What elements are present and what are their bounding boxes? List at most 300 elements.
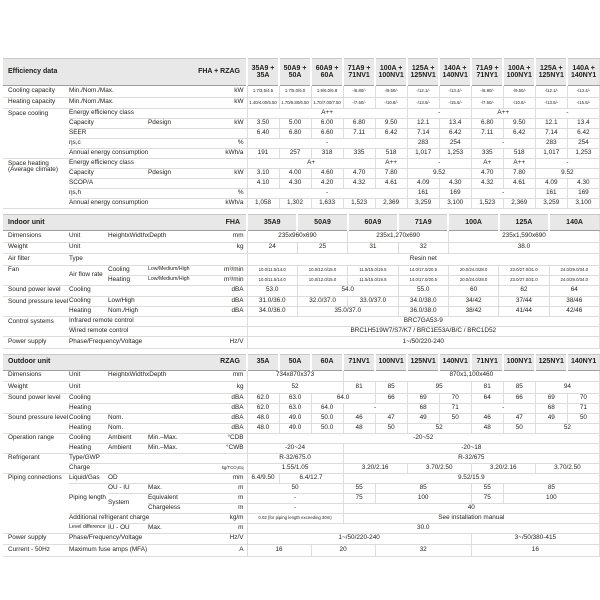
data-cell: 1~/50/220-240 <box>247 337 599 349</box>
row-label: System <box>108 493 148 513</box>
column-header <box>499 215 549 231</box>
row-label: Cooling <box>69 285 196 297</box>
data-cell: 69 <box>407 393 439 403</box>
table-row <box>3 169 600 179</box>
table-row <box>3 453 600 463</box>
data-cell: 94 <box>535 382 599 394</box>
row-category: Space heating (Average climate) <box>3 159 69 209</box>
data-cell: 62.0 <box>247 403 279 413</box>
data-cell: 10.0/11.5/14.0 <box>247 265 297 275</box>
table-row <box>3 317 600 327</box>
data-cell: 1.70/7.00/7.50 <box>311 97 343 109</box>
data-cell: 16 <box>471 545 599 557</box>
data-cell: 85 <box>375 382 407 394</box>
data-cell: 50 <box>375 423 407 433</box>
column-header <box>343 354 375 370</box>
data-cell: -20~24 <box>247 443 343 453</box>
unit-label <box>196 179 247 189</box>
table-row <box>3 483 600 493</box>
data-cell: 235x960x690 <box>247 231 348 243</box>
unit-label: m <box>196 493 247 503</box>
data-cell: 1.40/4.00/5.50 <box>247 97 279 109</box>
row-label: Unit <box>69 370 108 382</box>
column-header-line: 50A9 <box>314 218 331 226</box>
data-cell: 9.50 <box>503 119 535 129</box>
row-label: Annual energy consumption <box>69 149 196 159</box>
row-label: Low/Medium/High <box>148 275 196 285</box>
column-header <box>247 59 279 86</box>
table-row <box>3 297 600 307</box>
data-cell: 48 <box>471 423 503 433</box>
data-cell: - <box>247 493 343 503</box>
model-series-label: FHA + RZAG <box>148 59 247 86</box>
column-header-line: 125A + <box>411 64 435 72</box>
data-cell: A+ <box>471 159 503 169</box>
data-cell: 1,302 <box>279 199 311 209</box>
data-cell: 12.1 <box>407 119 439 129</box>
column-header-line: 125NV1 <box>410 72 436 79</box>
data-cell: 46 <box>471 413 503 423</box>
table-row <box>3 149 600 159</box>
row-category: Refrigerant <box>3 453 69 473</box>
table-row <box>3 242 600 254</box>
column-header <box>279 59 311 86</box>
row-label: Cooling <box>108 265 148 275</box>
data-cell: 4.09 <box>535 179 567 189</box>
data-cell: 63.0 <box>279 393 311 403</box>
unit-label <box>196 109 247 119</box>
data-cell: 12.1 <box>535 119 567 129</box>
unit-label: % <box>196 139 247 149</box>
unit-label: kg <box>196 382 247 394</box>
unit-label: dBA <box>196 393 247 403</box>
row-category: Power supply <box>3 337 69 349</box>
data-cell: 4.20 <box>311 179 343 189</box>
data-cell: 13.4 <box>567 119 599 129</box>
row-label: Nom. <box>108 413 196 423</box>
row-label: Low/Medium/High <box>148 265 196 275</box>
data-cell: 100 <box>503 493 599 503</box>
row-label: Annual energy consumption <box>69 199 196 209</box>
column-header-line: 140A + <box>443 64 467 72</box>
unit-label <box>196 159 247 169</box>
model-series-label: RZAG <box>148 354 247 370</box>
data-cell: 68 <box>535 403 567 413</box>
row-category: Power supply <box>3 533 69 545</box>
data-cell: 10.0/12.0/15.0 <box>297 265 347 275</box>
data-cell: 4.10 <box>247 179 279 189</box>
row-label: HeightxWidthxDepth <box>108 370 196 382</box>
unit-label: kg <box>196 242 247 254</box>
row-label: Ambient <box>108 433 148 443</box>
unit-label: % <box>196 189 247 199</box>
table-row <box>3 413 600 423</box>
column-header <box>567 354 599 370</box>
data-cell: 335 <box>471 149 503 159</box>
unit-label: mm <box>196 370 247 382</box>
data-cell: 283 <box>407 139 439 149</box>
row-label: Type/GWP <box>69 453 196 463</box>
data-cell: 1,253 <box>439 149 471 159</box>
data-cell: 54.0 <box>297 285 398 297</box>
data-cell: 48 <box>343 423 375 433</box>
efficiency-table <box>3 58 600 209</box>
data-cell: 20 <box>311 545 375 557</box>
row-category: Piping connections <box>3 473 69 533</box>
table-row <box>3 463 600 473</box>
data-cell: 34.0/38.0 <box>398 297 448 307</box>
data-cell: 41/44 <box>499 307 549 317</box>
column-header-line: 140A <box>566 218 583 226</box>
data-cell: 32 <box>398 242 448 254</box>
data-cell: A++ <box>471 109 535 119</box>
table-row <box>3 433 600 443</box>
data-cell: -/12.1/- <box>407 86 439 98</box>
unit-label: dBA <box>196 307 247 317</box>
model-series-label: FHA <box>148 215 247 231</box>
unit-label: kg/TCO₂Eq <box>196 463 247 473</box>
unit-label <box>196 129 247 139</box>
data-cell: 64 <box>549 285 599 297</box>
column-header <box>297 215 347 231</box>
data-cell: 52 <box>407 423 471 433</box>
data-cell: 23.0/27.0/31.0 <box>499 275 549 285</box>
data-cell: 4.61 <box>503 179 535 189</box>
data-cell: 50 <box>567 413 599 423</box>
column-header <box>549 215 599 231</box>
row-label: Cooling <box>69 297 108 307</box>
row-label: Heating <box>69 403 196 413</box>
row-label: Low/High <box>108 297 196 307</box>
data-cell: 47 <box>375 413 407 423</box>
column-header <box>503 59 535 86</box>
spec-sheet <box>3 58 600 562</box>
unit-label: Hz/V <box>196 337 247 349</box>
data-cell: 1.55/1.05 <box>247 463 343 473</box>
data-cell: 1,633 <box>311 199 343 209</box>
column-header <box>503 354 535 370</box>
data-cell: 38/42 <box>448 307 498 317</box>
data-cell: 55.0 <box>398 285 448 297</box>
data-cell: 70 <box>567 393 599 403</box>
column-header-line: 125NY1 <box>538 72 564 79</box>
column-header <box>247 215 297 231</box>
data-cell: 1.7/5.0/6.0 <box>279 86 311 98</box>
column-header-line: 140NY1 <box>571 72 597 79</box>
row-category: Sound pressure level <box>3 297 69 317</box>
data-cell: 47 <box>503 413 535 423</box>
row-label: SCOP/A <box>69 179 196 189</box>
data-cell: 3,100 <box>567 199 599 209</box>
row-label: Piping length <box>69 483 108 513</box>
data-cell: 3.70/2.50 <box>407 463 471 473</box>
row-label: Level difference <box>69 523 108 533</box>
unit-label <box>196 254 247 266</box>
data-cell: 1,017 <box>407 149 439 159</box>
data-cell: 32.0/37.0 <box>297 297 347 307</box>
data-cell: - <box>407 109 471 119</box>
data-cell: 1.9/6.0/6.8 <box>311 86 343 98</box>
data-cell: 24 <box>247 242 297 254</box>
table-row <box>3 403 600 413</box>
data-cell: 48.0 <box>247 413 279 423</box>
data-cell: 6.42 <box>503 129 535 139</box>
data-cell: 11.5/15.0/19.5 <box>348 265 398 275</box>
data-cell: -/7.50/- <box>343 97 375 109</box>
data-cell: 35.0/37.0 <box>297 307 398 317</box>
table-row <box>3 443 600 453</box>
data-cell: 37/44 <box>499 297 549 307</box>
row-label: Cooling <box>69 413 108 423</box>
column-header-line: 140NV1 <box>442 72 468 79</box>
column-header <box>471 354 503 370</box>
table-row <box>3 119 600 129</box>
data-cell: - <box>407 159 471 169</box>
column-header-line: 50A9 + <box>283 64 307 72</box>
column-header-line: 35A <box>256 358 270 366</box>
unit-label: m³/min <box>196 275 247 285</box>
data-cell: 46 <box>343 413 375 423</box>
data-cell: 4.70 <box>343 169 375 179</box>
data-cell: 30.0 <box>247 523 600 533</box>
data-cell: 1.70/5.80/6.50 <box>279 97 311 109</box>
row-label: Unit <box>69 231 108 243</box>
row-label: Air flow rate <box>69 265 108 285</box>
data-cell: 55 <box>343 483 375 493</box>
data-cell: 9.50 <box>375 119 407 129</box>
data-cell: 60 <box>448 285 498 297</box>
data-cell: 49 <box>535 413 567 423</box>
row-label: Equivalent <box>148 493 196 503</box>
table-row <box>3 423 600 433</box>
unit-label: mm <box>196 231 247 243</box>
row-category: Sound power level <box>3 393 69 413</box>
data-cell: 3~/50/380-415 <box>471 533 599 545</box>
table-row <box>3 265 600 275</box>
data-cell: 85 <box>375 483 471 493</box>
data-cell: - <box>247 139 407 149</box>
data-cell: 318 <box>311 149 343 159</box>
table-row <box>3 179 600 189</box>
unit-label: kWh/a <box>196 199 247 209</box>
data-cell: -/9.50/- <box>375 86 407 98</box>
unit-label: m <box>196 523 247 533</box>
data-cell: 1~/50/220-240 <box>247 533 471 545</box>
column-header-line: 71NV1 <box>348 358 370 366</box>
data-cell: 40 <box>343 503 599 513</box>
row-label: Heating <box>69 307 108 317</box>
row-category: Air filter <box>3 254 69 266</box>
unit-label: °CDB <box>196 433 247 443</box>
data-cell: 161 <box>535 189 567 199</box>
data-cell: 7.11 <box>471 129 503 139</box>
data-cell: - <box>343 403 407 413</box>
table-row <box>3 370 600 382</box>
row-category: Sound pressure level <box>3 413 69 433</box>
data-cell: 254 <box>439 139 471 149</box>
data-cell: 191 <box>247 149 279 159</box>
data-cell: A++ <box>375 159 407 169</box>
unit-label: kWh/a <box>196 149 247 159</box>
data-cell: 49.0 <box>279 413 311 423</box>
data-cell: 62 <box>499 285 549 297</box>
table-row <box>3 337 600 349</box>
row-label: Max. <box>148 483 196 493</box>
data-cell: - <box>535 109 599 119</box>
column-header <box>535 59 567 86</box>
data-cell: 13.4 <box>439 119 471 129</box>
table-row <box>3 189 600 199</box>
data-cell: 49 <box>407 413 439 423</box>
row-label: Cooling <box>69 393 196 403</box>
data-cell: 169 <box>567 189 599 199</box>
row-category: Space cooling <box>3 109 69 159</box>
column-header-line: 100NY1 <box>506 72 532 79</box>
data-cell: -/12.1/- <box>535 86 567 98</box>
column-header-line: 71A9 <box>414 218 432 226</box>
row-label: Unit <box>69 242 196 254</box>
data-cell: 95 <box>407 382 471 394</box>
column-header-line: 50A <box>288 72 302 79</box>
data-cell: R-32/675 <box>343 453 599 463</box>
row-label: Min./Nom./Max. <box>69 97 196 109</box>
table-row <box>3 393 600 403</box>
data-cell: 7.14 <box>535 129 567 139</box>
data-cell: 7.80 <box>503 169 535 179</box>
data-cell: 6.40 <box>247 129 279 139</box>
data-cell: 6.4/12.7 <box>279 473 343 483</box>
row-label: Ambient <box>108 443 148 453</box>
table-row <box>3 159 600 169</box>
data-cell: 4.00 <box>279 169 311 179</box>
data-cell: 161 <box>407 189 439 199</box>
column-header <box>407 59 439 86</box>
table-row <box>3 307 600 317</box>
data-cell: 16 <box>247 545 311 557</box>
unit-label: kg/m <box>196 513 247 523</box>
column-header-line: 140NY1 <box>571 358 597 366</box>
column-header <box>567 59 599 86</box>
data-cell: 50.0 <box>311 413 343 423</box>
unit-label: Hz/V <box>196 533 247 545</box>
data-cell: 4.61 <box>375 179 407 189</box>
row-category: Operation range <box>3 433 69 453</box>
data-cell: 100 <box>375 493 471 503</box>
data-cell: 20.0/24.0/28.0 <box>448 265 498 275</box>
data-cell: 6.42 <box>375 129 407 139</box>
data-cell: 50.0 <box>311 423 343 433</box>
data-cell: -/13.5/- <box>535 97 567 109</box>
row-label: Pdesign <box>148 119 196 129</box>
data-cell: 235x1,590x690 <box>448 231 599 243</box>
row-label: Max. <box>148 523 196 533</box>
column-header-line: 35A9 <box>263 218 281 226</box>
data-cell: A++ <box>247 109 407 119</box>
data-cell: - <box>247 189 407 199</box>
table-row <box>3 109 600 119</box>
column-header <box>348 215 398 231</box>
unit-label: kW <box>196 119 247 129</box>
unit-label: m³/min <box>196 265 247 275</box>
data-cell: 33.0/37.0 <box>348 297 398 307</box>
data-cell: 7.80 <box>375 169 407 179</box>
data-cell: -/13.4/- <box>439 86 471 98</box>
row-label: Maximum fuse amps (MFA) <box>69 545 196 557</box>
data-cell: 14.0/17.0/20.5 <box>398 275 448 285</box>
row-label: Energy efficiency class <box>69 159 196 169</box>
data-cell: 81 <box>343 382 375 394</box>
data-cell: 3,259 <box>407 199 439 209</box>
table-row <box>3 473 600 483</box>
section-title: Outdoor unit <box>3 354 148 370</box>
section-header-row <box>3 215 600 231</box>
data-cell: 64.0 <box>311 403 343 413</box>
data-cell: - <box>471 189 535 199</box>
data-cell: 75 <box>343 493 375 503</box>
data-cell: 235x1,270x690 <box>348 231 449 243</box>
data-cell: 6.80 <box>471 119 503 129</box>
column-header-line: 125NV1 <box>410 358 436 366</box>
data-cell: 50 <box>247 483 343 493</box>
data-cell: -/10.8/- <box>503 97 535 109</box>
column-header-line: 71A9 + <box>347 64 371 72</box>
data-cell: 75 <box>471 493 503 503</box>
column-header <box>311 354 343 370</box>
unit-label: mm <box>196 473 247 483</box>
data-cell: 36.0/38.0 <box>398 307 448 317</box>
column-header-line: 35A <box>256 72 270 79</box>
data-cell: - <box>471 139 535 149</box>
row-label: ηs,c <box>69 139 196 149</box>
row-label: Additional refrigerant charge <box>69 513 196 523</box>
data-cell: 71 <box>567 403 599 413</box>
data-cell: 3.20/2.16 <box>471 463 535 473</box>
data-cell: -/6.80/- <box>343 86 375 98</box>
data-cell: 31.0/36.0 <box>247 297 297 307</box>
row-label: Chargeless <box>148 503 196 513</box>
unit-label <box>196 327 247 337</box>
data-cell: 71 <box>439 403 471 413</box>
data-cell: 6.60 <box>311 129 343 139</box>
data-cell: 66 <box>503 393 535 403</box>
data-cell: 9.52 <box>407 169 471 179</box>
data-cell: 4.30 <box>567 179 599 189</box>
row-label: IU - OU <box>108 523 148 533</box>
data-cell: 10.0/11.5/14.0 <box>247 275 297 285</box>
row-label: Capacity <box>69 169 148 179</box>
row-label: OU - IU <box>108 483 148 493</box>
data-cell: - <box>247 503 343 513</box>
column-header <box>343 59 375 86</box>
data-cell: -/6.80/- <box>471 86 503 98</box>
data-cell: 257 <box>279 149 311 159</box>
row-category: Sound power level <box>3 285 69 297</box>
row-category: Dimensions <box>3 231 69 243</box>
data-cell: 1.7/3.5/4.5 <box>247 86 279 98</box>
column-header-line: 71NY1 <box>476 358 498 366</box>
data-cell: 4.30 <box>439 179 471 189</box>
data-cell: - <box>471 403 535 413</box>
data-cell: 53.0 <box>247 285 297 297</box>
table-row <box>3 327 600 337</box>
row-label: Nom./High <box>108 307 196 317</box>
row-label: ηs,h <box>69 189 196 199</box>
column-header <box>398 215 448 231</box>
row-label: Unit <box>69 382 196 394</box>
data-cell: 48.0 <box>247 423 279 433</box>
unit-label: dBA <box>196 285 247 297</box>
table-row <box>3 97 600 109</box>
